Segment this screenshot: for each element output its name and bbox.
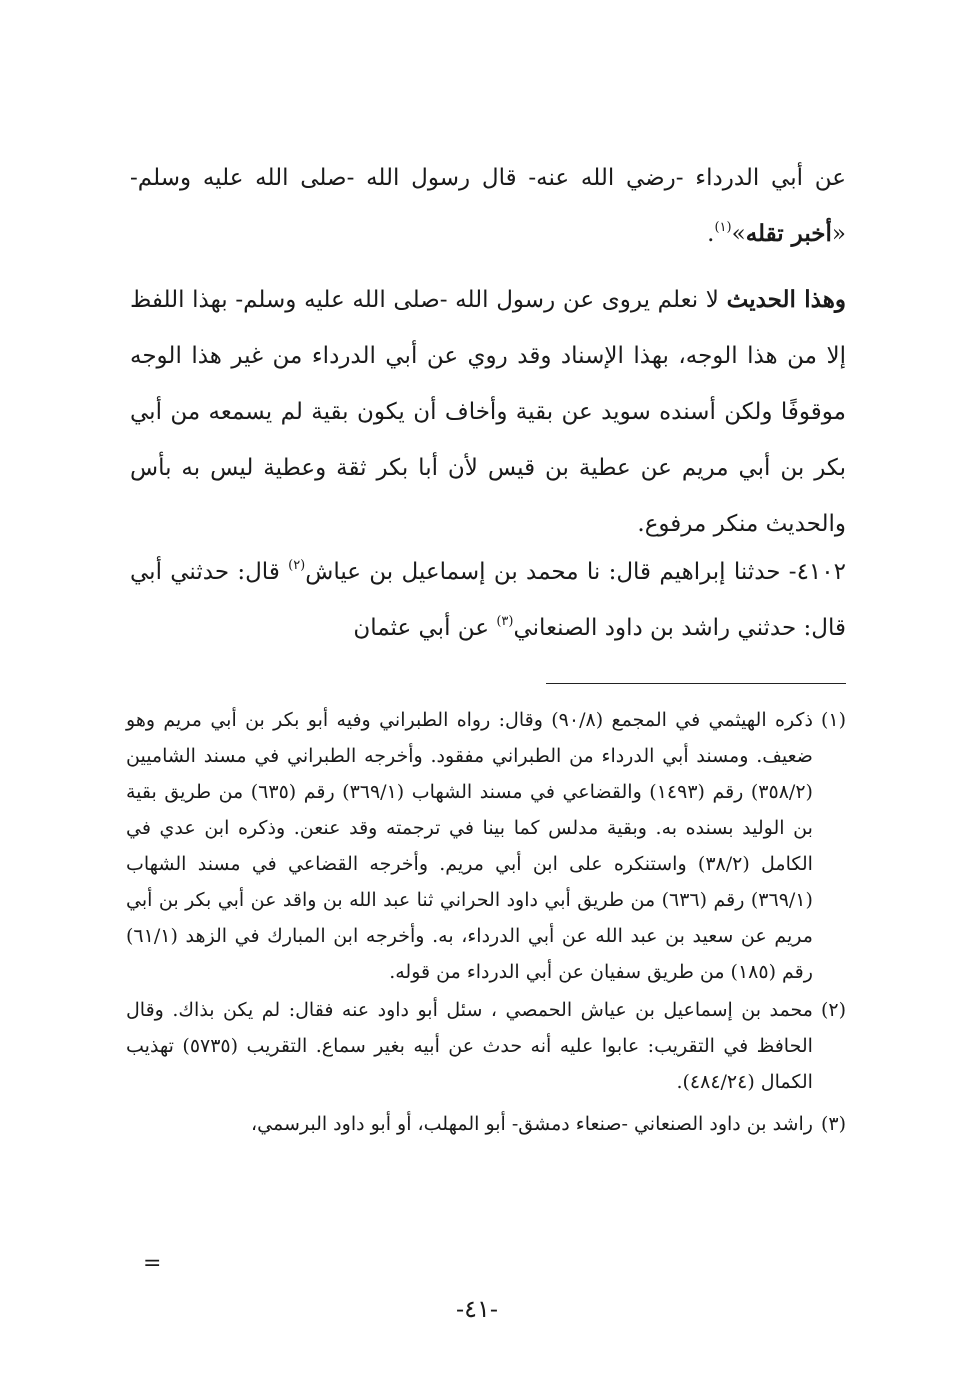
footnote-number: (٣)	[820, 1113, 846, 1135]
paragraph-hadith-4102	[130, 544, 846, 656]
isnad-text-2: قال: حدثني أبي قال: حدثني راشد بن داود الصنعاني	[130, 559, 846, 641]
footnote-number: (١)	[820, 709, 846, 731]
footnote-3	[126, 1106, 846, 1142]
footnote-ref-1[interactable]: (١)	[714, 220, 732, 235]
footnotes	[126, 702, 846, 1142]
page-number: -٤١-	[456, 1295, 498, 1323]
quote-close: »	[731, 221, 746, 247]
footnote-2	[126, 992, 846, 1100]
footnote-ref-3[interactable]: (٣)	[496, 614, 514, 629]
isnad-text-3: عن أبي عثمان	[353, 615, 497, 641]
footnote-separator	[546, 683, 846, 684]
footnote-text: ذكره الهيثمي في المجمع (٩٠/٨) وقال: رواه الطبراني وفيه أبو بكر بن أبي مريم وهو ضعيف. ومسند أبي الدرداء من الطبراني مفقود. وأخرجه الطبراني في مسند الشاميين (٣٥٨/٢) رقم (١٤٩٣) والقضاعي في مسند الشهاب (٣٦٩/١) رقم (٦٣٥) من طريق بقية بن الوليد بسنده به. وبقية مدلس كما بينا في ترجمته وقد عنعن. وذكره ابن عدي في الكامل (٣٨/٢) واستنكره على ابن أبي مريم. وأخرجه القضاعي في مسند الشهاب (٣٦٩/١) رقم (٦٣٦) من طريق أبي داود الحراني ثنا عبد الله بن واقد عن أبي بكر بن أبي مريم عن سعيد بن عبد الله عن أبي الدرداء، به. وأخرجه ابن المبارك في الزهد (٦١/١) رقم (١٨٥) من طريق سفيان عن أبي الدرداء من قوله.	[126, 709, 813, 983]
footnote-number: (٢)	[820, 999, 846, 1021]
footnote-text: محمد بن إسماعيل بن عياش الحمصي ، سئل أبو داود عنه فقال: لم يكن بذاك. وقال الحافظ في التقريب: عابوا عليه أنه حدث عن أبيه بغير سماع. التقريب (٥٧٣٥) تهذيب الكمال (٤٨٤/٢٤).	[126, 999, 813, 1093]
sentence-end: .	[707, 221, 715, 247]
footnote-text: راشد بن داود الصنعاني -صنعاء دمشق- أبو المهلب، أو أبو داود البرسمي،	[250, 1113, 813, 1135]
paragraph-hadith-text	[130, 150, 846, 262]
commentary-text: لا نعلم يروى عن رسول الله -صلى الله عليه وسلم- بهذا اللفظ إلا من هذا الوجه، بهذا الإسناد وقد روي عن أبي الدرداء من غير هذا الوجه موقوفًا ولكن أسنده سويد عن بقية وأخاف أن يكون بقية لم يسمعه من أبي بكر بن أبي مريم عن عطية بن قيس لأن أبا بكر ثقة وعطية ليس به بأس والحديث منكر مرفوع.	[130, 287, 846, 537]
hadith-text: عن أبي الدرداء -رضي الله عنه- قال رسول الله -صلى الله عليه وسلم-	[130, 165, 846, 191]
isnad-text-1: ٤١٠٢- حدثنا إبراهيم قال: نا محمد بن إسماعيل بن عياش	[305, 559, 846, 585]
commentary-lead-bold: وهذا الحديث	[726, 286, 846, 313]
hadith-matn-bold: أخبر تقله	[745, 220, 832, 247]
quote-open: «	[831, 221, 846, 247]
footnote-1	[126, 702, 846, 990]
continuation-mark: =	[143, 1251, 162, 1276]
footnote-ref-2[interactable]: (٢)	[288, 558, 306, 573]
paragraph-commentary	[130, 272, 846, 552]
